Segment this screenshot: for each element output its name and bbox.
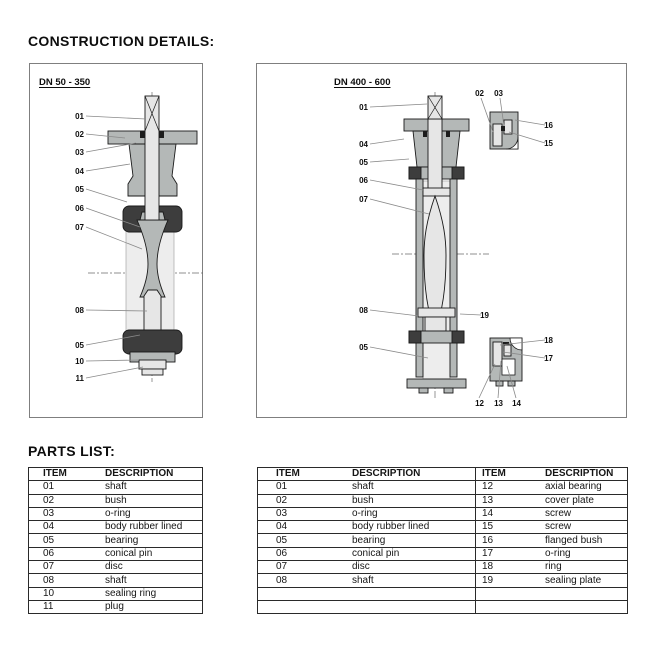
callout-03: 03 [494,88,503,98]
item-cell: 12 [476,481,543,494]
callout-07: 07 [359,194,368,204]
column-header: ITEM [258,468,350,481]
callout-02: 02 [475,88,484,98]
description-cell: axial bearing [542,481,628,494]
upper-seal-right [452,167,464,179]
item-cell: 11 [29,600,99,613]
callout-12: 12 [475,398,484,408]
table-row [29,574,203,587]
o-ring-left [423,131,427,137]
item-cell: 19 [476,574,543,587]
table-row [258,574,628,587]
column-header: DESCRIPTION [542,468,628,481]
lower-seal-right [452,331,464,343]
table-row [29,507,203,520]
shaft [428,119,442,194]
parts-list-heading: PARTS LIST: [28,443,116,459]
table-row [258,547,628,560]
bottom-detail-view [490,338,522,386]
diagram-caption-dn50-350: DN 50 - 350 [39,77,91,88]
callout-18: 18 [544,335,553,345]
callout-03: 03 [75,147,84,157]
column-header: ITEM [29,468,99,481]
column-header: DESCRIPTION [349,468,476,481]
item-cell: 05 [29,534,99,547]
description-cell: shaft [98,574,203,587]
bottom-shaft [425,317,446,331]
description-cell: shaft [349,481,476,494]
callout-10: 10 [75,356,84,366]
description-cell [349,600,476,613]
item-cell: 06 [258,547,350,560]
bottom-plate [407,379,466,388]
sealing-plate [418,308,455,317]
description-cell: shaft [349,574,476,587]
diagram-caption-dn400-600: DN 400 - 600 [334,77,391,88]
tube-wall-left [416,179,423,377]
parts-table-dn400-600 [257,467,628,614]
sealing-ring [139,360,166,369]
lower-seal [123,330,182,354]
lower-seal-left [409,331,421,343]
table-row [258,534,628,547]
callout-08: 08 [359,305,368,315]
top-shaft [145,96,159,220]
description-cell: sealing ring [98,587,203,600]
valve-drawing-dn50-350 [30,64,204,419]
callout-04: 04 [359,139,368,149]
table-row [258,587,628,600]
item-cell: 18 [476,561,543,574]
callout-17: 17 [544,353,553,363]
column-header: DESCRIPTION [98,468,203,481]
description-cell: bush [349,494,476,507]
description-cell: conical pin [98,547,203,560]
column-header: ITEM [476,468,543,481]
table-row [29,600,203,613]
callout-05: 05 [359,342,368,352]
item-cell: 04 [258,521,350,534]
description-cell: cover plate [542,494,628,507]
top-detail-view [490,112,518,149]
item-cell: 07 [258,561,350,574]
table-row [29,587,203,600]
callout-05: 05 [359,157,368,167]
diagram-dn400-600 [256,63,627,418]
description-cell: flanged bush [542,534,628,547]
description-cell: body rubber lined [349,521,476,534]
description-cell: bearing [349,534,476,547]
item-cell: 10 [29,587,99,600]
callout-06: 06 [359,175,368,185]
table-row [29,521,203,534]
item-cell: 17 [476,547,543,560]
item-cell: 02 [258,494,350,507]
item-cell: 13 [476,494,543,507]
description-cell [349,587,476,600]
item-cell [258,587,350,600]
table-row [258,507,628,520]
table-row [29,494,203,507]
o-ring-03 [501,126,505,131]
item-cell: 08 [29,574,99,587]
table-row [29,561,203,574]
table-row [29,547,203,560]
item-cell: 15 [476,521,543,534]
item-cell: 14 [476,507,543,520]
o-ring-right [446,131,450,137]
callout-05: 05 [75,184,84,194]
description-cell: disc [349,561,476,574]
item-cell [476,600,543,613]
header-row [258,468,628,481]
callout-07: 07 [75,222,84,232]
plug [142,369,163,375]
table-row [258,521,628,534]
item-cell [476,587,543,600]
callout-14: 14 [512,398,521,408]
o-ring-right [159,131,164,138]
item-cell: 01 [258,481,350,494]
description-cell: screw [542,507,628,520]
callout-01: 01 [359,102,368,112]
callout-08: 08 [75,305,84,315]
description-cell [542,587,628,600]
table-row [258,494,628,507]
description-cell: bush [98,494,203,507]
description-cell: body rubber lined [98,521,203,534]
table-row [29,481,203,494]
construction-details-heading: CONSTRUCTION DETAILS: [28,33,215,49]
description-cell: shaft [98,481,203,494]
parts-table-dn50-350 [28,467,203,614]
screw-14 [504,345,511,356]
diagram-dn50-350 [29,63,203,418]
description-cell: o-ring [349,507,476,520]
header-row [29,468,203,481]
callout-01: 01 [75,111,84,121]
item-cell: 16 [476,534,543,547]
description-cell: plug [98,600,203,613]
description-cell [542,600,628,613]
valve-drawing-dn400-600 [257,64,628,419]
foot-left [419,388,428,393]
upper-seal-left [409,167,421,179]
o-ring-left [140,131,145,138]
item-cell: 03 [29,507,99,520]
bush-band [423,188,450,196]
valve-body [404,96,469,393]
item-cell: 02 [29,494,99,507]
description-cell: ring [542,561,628,574]
item-cell: 07 [29,561,99,574]
item-cell: 03 [258,507,350,520]
callout-15: 15 [544,138,553,148]
item-cell: 04 [29,521,99,534]
callout-02: 02 [75,129,84,139]
tube-wall-right [450,179,457,377]
table-row [29,534,203,547]
description-cell: sealing plate [542,574,628,587]
callout-06: 06 [75,203,84,213]
foot-right [444,388,453,393]
description-cell: o-ring [98,507,203,520]
table-row [258,481,628,494]
callout-04: 04 [75,166,84,176]
description-cell: o-ring [542,547,628,560]
description-cell: screw [542,521,628,534]
callout-16: 16 [544,120,553,130]
table-row [258,561,628,574]
table-row [258,600,628,613]
item-cell [258,600,350,613]
item-cell: 08 [258,574,350,587]
callout-05: 05 [75,340,84,350]
callout-13: 13 [494,398,503,408]
item-cell: 06 [29,547,99,560]
callout-19: 19 [480,310,489,320]
description-cell: disc [98,561,203,574]
description-cell: bearing [98,534,203,547]
callout-11: 11 [75,373,84,383]
item-cell: 01 [29,481,99,494]
item-cell: 05 [258,534,350,547]
screw-15 [504,120,512,134]
description-cell: conical pin [349,547,476,560]
